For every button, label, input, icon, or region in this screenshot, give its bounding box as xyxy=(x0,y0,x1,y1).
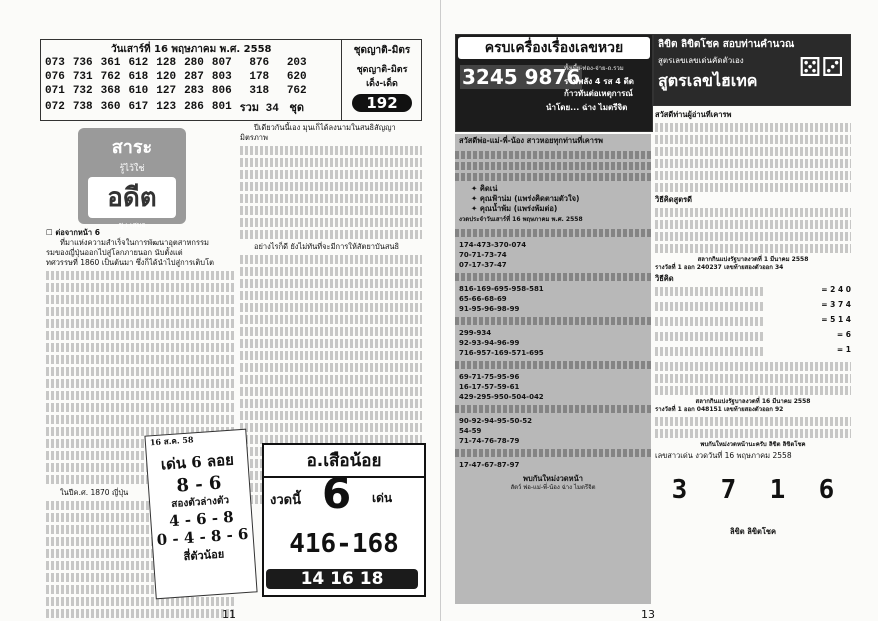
banner-right-title: ลิขิต ลิขิตโชค สอบท่านคำนวณ xyxy=(658,39,795,50)
big-digit: 6 xyxy=(322,469,352,518)
number-line: 07-17-37-47 xyxy=(459,261,507,269)
table-cell: 123 xyxy=(156,101,177,113)
table-row xyxy=(41,98,311,116)
middle-second: อย่างไรก็ดี ยังไม่ทันที่จะมีการให้สัตยาบันสนธิ xyxy=(254,242,400,251)
date-header: วันเสาร์ที่ 16 พฤษภาคม พ.ศ. 2558 xyxy=(111,44,272,55)
author: ลิขิต ลิขิตโชค xyxy=(730,527,776,536)
final-digit: 3 xyxy=(671,475,688,505)
table-cell: 368 xyxy=(100,85,121,97)
number-line: 92-93-94-96-99 xyxy=(459,339,520,347)
table-cell: 618 xyxy=(128,71,149,83)
number-line: 816-169-695-958-581 xyxy=(459,285,544,293)
number-line: 90-92-94-95-50-52 xyxy=(459,417,532,425)
calc-value: = 5 1 4 xyxy=(821,315,851,324)
logo-line1: สาระ xyxy=(111,137,153,158)
table-cell: 361 xyxy=(100,57,121,69)
number-line: 16-17-57-59-61 xyxy=(459,383,520,391)
table-cell: 801 xyxy=(211,101,232,113)
table-cell: 736 xyxy=(72,57,93,69)
banner-left-title: ครบเครื่องเรื่องเลขหวย xyxy=(458,37,650,59)
item-3: ✦ คุณน้ำพ้ม (แพร่งพ้มต่อ) xyxy=(471,204,558,213)
item-2: ✦ คุณฟ้าน่ม (แพร่งคิดตามตัวใจ) xyxy=(471,194,580,203)
draw-label: งวดนี้ xyxy=(270,493,301,508)
banner-tagline2: รวมพลัง 4 รส 4 ดีด xyxy=(564,77,634,86)
sign-off: พบกันใหม่งวดหน้านะครับ ลิขิต ลิขิตโชค xyxy=(700,441,806,448)
table-cell: 128 xyxy=(156,57,177,69)
table-cell: 287 xyxy=(184,71,204,83)
issue-number: 192 xyxy=(352,94,412,112)
prediction-line2: 8 - 6 xyxy=(175,472,223,497)
right-left-column xyxy=(455,134,651,604)
big-digit-label: เด่น xyxy=(372,491,393,505)
number-line: 17-47-67-87-97 xyxy=(459,461,520,469)
footer: สัตว์ พ่อ-แม่-พี่-น้อง ฉ่าง ไมตรีจิต xyxy=(510,484,596,491)
table-cell: 731 xyxy=(72,71,93,83)
number-line: 174-473-370-074 xyxy=(459,241,527,249)
bullet-icon: ✦ xyxy=(471,194,480,203)
number-line: 71-74-76-78-79 xyxy=(459,437,520,445)
page-number-left: 11 xyxy=(222,608,236,621)
table-cell: 803 xyxy=(211,71,232,83)
table-cell: 762 xyxy=(286,85,307,97)
draw-line: งวดประจำวันเสาร์ที่ 16 พฤษภาคม พ.ศ. 2558 xyxy=(459,216,583,223)
table-cell: 876 xyxy=(249,57,270,69)
number-line: 69-71-75-95-96 xyxy=(459,373,520,381)
prediction-line6: สี่ตัวน้อย xyxy=(183,547,225,564)
table-cell: 762 xyxy=(100,71,121,83)
prediction-date: 16 ส.ค. 58 xyxy=(149,434,194,448)
banner-big-numbers: 3245 9876 xyxy=(462,65,581,89)
final-digits xyxy=(655,475,851,505)
combo-number: 416-168 xyxy=(289,529,399,559)
table-cell: 283 xyxy=(184,85,204,97)
table-cell: 807 xyxy=(211,57,232,69)
right-right-column xyxy=(655,110,851,600)
brand-sub: ชุดญาติ-มิตร xyxy=(356,65,408,75)
right-page xyxy=(440,0,878,621)
table-cell: 620 xyxy=(286,71,307,83)
column-logo xyxy=(78,128,186,229)
table-cell: ชุด xyxy=(289,103,305,115)
calc-value: = 1 xyxy=(836,345,851,354)
number-line: 429-295-950-504-042 xyxy=(459,393,544,401)
number-lines xyxy=(455,240,651,470)
bottom-numbers: 14 16 18 xyxy=(266,569,418,589)
prediction-card xyxy=(144,429,257,600)
calc-lines xyxy=(655,284,851,359)
draw2: สลากกินแบ่งรัฐบาลงวดที่ 16 มีนาคม 2558 xyxy=(695,398,811,405)
greeting: สวัสดีท่านผู้อ่านที่เคารพ xyxy=(655,110,732,119)
table-cell: 280 xyxy=(184,57,204,69)
item-1: ✦ คิดเน่ xyxy=(471,184,498,193)
tiger-title: อ.เสือน้อย xyxy=(264,445,424,478)
number-line: 299-934 xyxy=(459,329,492,337)
logo-line4: ชู เ เสมอ xyxy=(118,221,146,229)
brand-sub2: เด็ง-เด็ด xyxy=(366,79,398,89)
final-digit: 6 xyxy=(818,475,835,505)
table-cell: 732 xyxy=(72,85,93,97)
bullet-icon: ✦ xyxy=(471,184,480,193)
calc-value: = 2 4 0 xyxy=(821,285,851,294)
table-cell: 073 xyxy=(45,57,65,69)
number-table-box xyxy=(40,39,422,121)
number-line: 65-66-68-69 xyxy=(459,295,507,303)
table-cell: 617 xyxy=(128,101,149,113)
banner-right-formula: สูตรเลขไฮเทค xyxy=(658,71,758,90)
table-cell: 071 xyxy=(45,85,65,97)
draw1: สลากกินแบ่งรัฐบาลงวดที่ 1 มีนาคม 2558 xyxy=(697,256,809,263)
para1-line2: รมของญี่ปุ่นออกไปสู่โลกภายนอก นับตั้งแต่ xyxy=(46,248,183,257)
body-text-filler xyxy=(240,146,422,239)
lead-line: เลขสาวเด่น งวดวันที่ 16 พฤษภาคม 2558 xyxy=(655,451,792,460)
calc-row xyxy=(655,344,851,359)
table-cell: 360 xyxy=(100,101,121,113)
table-row xyxy=(41,56,311,70)
banner-tagline4: นำโดย... ฉ่าง ไมตรีจิต xyxy=(546,103,628,112)
table-row xyxy=(41,70,311,84)
table-cell: 076 xyxy=(45,71,65,83)
table-cell: 127 xyxy=(156,85,177,97)
intro: สวัสดีพ่อ-แม่-พี่-น้อง สาวหอยทุกท่านที่เคารพ xyxy=(459,136,603,145)
middle-first: ปีเดียวกันนี้เอง มุนเก็ได้ลงนามในสนธิสัญญามิตรภาพ xyxy=(240,123,396,142)
para2-start: ในปีค.ศ. 1870 ญี่ปุ่น xyxy=(60,488,129,497)
table-cell: รวม 34 xyxy=(239,103,279,115)
prediction-line3: สองตัวล่างตัว xyxy=(170,495,230,511)
banner-left xyxy=(455,34,653,132)
banner-right xyxy=(653,34,851,106)
formula-title: วิธีคิดสูตรดี xyxy=(655,195,693,204)
signature: พบกันใหม่งวดหน้า xyxy=(523,474,583,483)
draw1-line: รางวัลที่ 1 ออก 240237 เลขท้ายสองตัวออก 34 xyxy=(655,264,784,271)
calc-row xyxy=(655,284,851,299)
prediction-line4: 4 - 6 - 8 xyxy=(168,507,235,531)
final-digit: 7 xyxy=(720,475,737,505)
calc-row xyxy=(655,314,851,329)
table-row xyxy=(41,84,311,98)
page-number-right: 13 xyxy=(641,608,655,621)
table-cell: 318 xyxy=(249,85,270,97)
logo-line3: อดีต xyxy=(88,177,176,218)
table-cell: 612 xyxy=(128,57,149,69)
checkbox-icon: ☐ xyxy=(46,228,56,237)
para1-line1: ที่มาแห่งความสำเร็จในการพัฒนาอุตสาหกรรม xyxy=(60,238,209,247)
number-line: 54-59 xyxy=(459,427,482,435)
bullet-icon: ✦ xyxy=(471,204,480,213)
final-digit: 1 xyxy=(769,475,786,505)
number-table xyxy=(41,56,311,116)
brand-box xyxy=(341,40,422,120)
calc-row xyxy=(655,329,851,344)
prediction-line1: เด่น 6 ลอย xyxy=(160,450,235,474)
method: วิธีคิด xyxy=(655,274,674,283)
table-cell: 178 xyxy=(249,71,270,83)
tiger-box xyxy=(262,443,426,597)
banner-tagline3: ก้าวทันต่อเหตุการณ์ xyxy=(564,89,633,98)
table-cell: 120 xyxy=(156,71,177,83)
para1-line3: ทศวรรษที่ 1860 เป็นต้นมา ซึ่งก็ได้นำไปสู่การเติบโต xyxy=(46,258,214,267)
number-line: 70-71-73-74 xyxy=(459,251,507,259)
calc-row xyxy=(655,299,851,314)
table-cell: 072 xyxy=(45,101,65,113)
table-cell: 610 xyxy=(128,85,149,97)
table-cell: 738 xyxy=(72,101,93,113)
calc-value: = 6 xyxy=(836,330,851,339)
logo-line2: รู้ไว้ใช่ xyxy=(119,164,145,174)
calc-value: = 3 7 4 xyxy=(821,300,851,309)
draw2-line: รางวัลที่ 1 ออก 048151 เลขท้ายสองตัวออก 92 xyxy=(655,406,784,413)
table-cell: 286 xyxy=(184,101,204,113)
prediction-line5: 0 - 4 - 8 - 6 xyxy=(156,524,249,550)
table-cell: 203 xyxy=(286,57,307,69)
dice-icon: ⚄⚂ xyxy=(798,53,844,83)
banner-tagline1: ทั้งเบี้ย-ท่อง-จ่าย-ถ.รวม xyxy=(564,65,624,72)
brand-title: ชุดญาติ-มิตร xyxy=(353,45,411,56)
number-line: 91-95-96-98-99 xyxy=(459,305,520,313)
number-line: 716-957-169-571-695 xyxy=(459,349,544,357)
table-cell: 806 xyxy=(211,85,232,97)
section-title: ☐ ต่อจากหน้า 6 xyxy=(46,228,100,237)
banner-right-subtitle: สูตรเลขเลขเด่นคัดตัวเอง xyxy=(658,56,744,65)
